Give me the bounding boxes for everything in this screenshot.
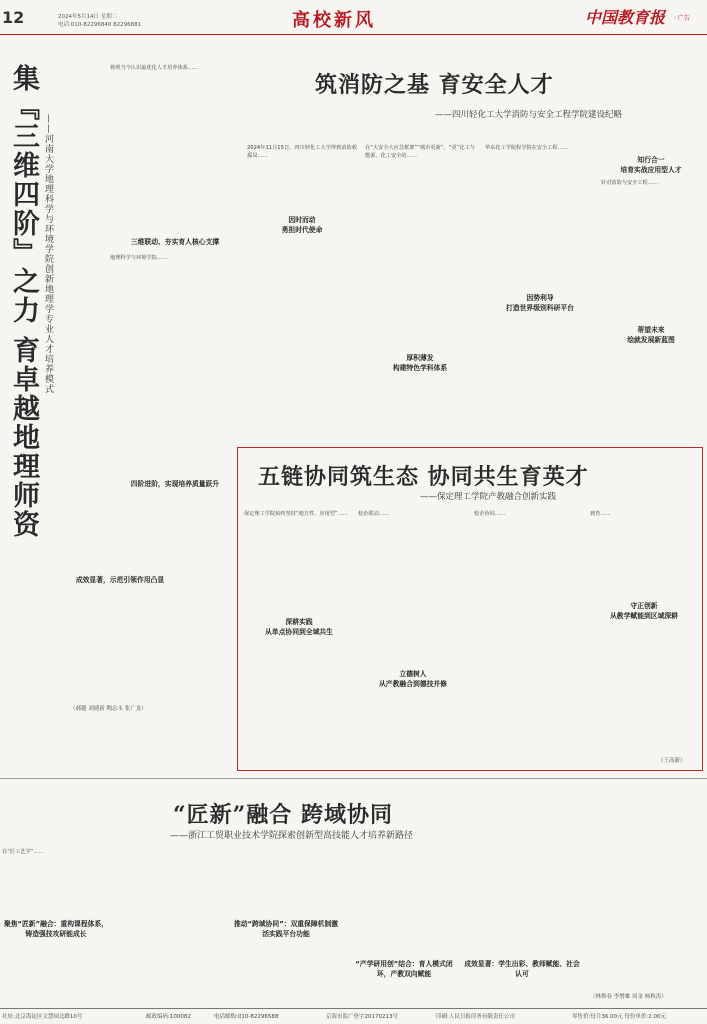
footer-rule	[0, 1008, 707, 1009]
article-column: 2024年11月15日，四川轻化工大学得到消防救援局……	[247, 145, 357, 160]
subheading: 推动“跨域协同”：双重保障机制激活实践平台功能	[233, 920, 339, 938]
subheading: 聚焦“匠新”融合：重构课程体系，铸造强技攻研能成长	[3, 920, 109, 938]
article-column: 在“大安全大应急框架”“城市更新”、“更”化工与能源、化工安全的……	[365, 145, 475, 160]
subheading: 知行合一 培育实战应用型人才	[620, 156, 682, 174]
page-header	[0, 0, 707, 40]
article-byline: （林焕春 李增雄 周金 杨秋涛）	[590, 994, 667, 1000]
header-rule	[0, 34, 707, 35]
subheading: 三维联动、夯实育人核心支撑	[130, 238, 220, 246]
article-column: 地理科学与环境学院……	[110, 255, 168, 261]
article-column: 保定理工学院始终坚持“地方性、应用型”……	[244, 511, 348, 517]
article-xiaofang	[245, 44, 707, 434]
article-column: 校企协同……	[474, 511, 506, 517]
subheading: 成效显著：学生出彩、教师赋能、社会认可	[464, 960, 580, 978]
article-title: 集『三维四阶』之力 育卓越地理师资	[8, 64, 39, 540]
page-footer	[0, 1008, 707, 1024]
article-column: 华东化工学院程学院在安全工程……	[485, 145, 569, 151]
article-dili	[0, 44, 240, 734]
footer-license: 京海市监广登字20170213号	[326, 1014, 398, 1020]
subheading: 守正创新 从教学赋能到区域深耕	[610, 602, 678, 620]
subheading: 四阶进阶，实现培养质量跃升	[130, 480, 220, 488]
footer-price: 零售价:每月36.00元 每份单价:2.00元	[572, 1014, 666, 1020]
subheading: 深耕实践 从单点协同到全域共生	[265, 618, 333, 636]
article-byline: （郝越 刘捷新 陶志永 张广龙）	[70, 706, 147, 712]
article-title: “匠新”融合 跨域协同	[173, 802, 393, 828]
section-phone: 电话:010-82296840 82296881	[58, 22, 142, 28]
article-subtitle: ——保定理工学院产教融合创新实践	[420, 492, 557, 502]
footer-phone: 电话邮购:010-82296588	[214, 1014, 279, 1020]
masthead-logo: 中国教育报	[585, 8, 666, 27]
article-title: 筑消防之基 育安全人才	[315, 72, 554, 98]
footer-address: 社址:北京海淀区文慧园北路10号	[2, 1014, 83, 1020]
article-subtitle: ——河南大学地理科学与环境学院创新地理学专业人才培养模式	[43, 114, 53, 394]
article-column: 将现当今认识最优化人才培养体系……	[110, 65, 199, 71]
masthead-suffix: · 广告	[674, 15, 690, 22]
subheading: 蒂望未来 绘就发展新蓝图	[627, 326, 675, 344]
issue-date: 2024年5月14日 星期二	[58, 14, 118, 20]
article-column: 校企联动……	[358, 511, 390, 517]
page-number: 12	[2, 8, 25, 27]
article-column: 针对消防与安全工程……	[601, 180, 659, 186]
article-subtitle: ——浙江工贸职业技术学院探索创新型高技能人才培养新路径	[170, 831, 414, 841]
subheading: 厚积薄发 构建特色学科体系	[392, 354, 448, 372]
section-title: 高校新风	[292, 10, 376, 31]
subheading: 立德树人 从产教融合到德技并修	[379, 670, 447, 688]
article-zhejiang	[0, 778, 707, 1006]
subheading: 因时而动 勇担时代使命	[281, 216, 323, 234]
article-column: 到育……	[590, 511, 611, 517]
subheading: 成效显著，示范引领作用凸显	[75, 576, 165, 584]
article-baoding-box	[237, 447, 703, 771]
article-column: 在“匠工艺学”……	[2, 849, 44, 855]
article-title: 五链协同筑生态 协同共生育英才	[258, 464, 589, 490]
divider	[0, 778, 707, 779]
footer-printer: 印刷:人民日报印务有限责任公司	[436, 1014, 515, 1020]
subheading: “产学研用创”结合：育人模式闭环，产教双向赋能	[355, 960, 453, 978]
article-byline: （王高新）	[658, 758, 686, 764]
article-subtitle: ——四川轻化工大学消防与安全工程学院建设纪略	[435, 110, 623, 120]
subheading: 因势利导 打造世界级别科研平台	[506, 294, 574, 312]
footer-postcode: 邮政编码:100082	[146, 1014, 191, 1020]
